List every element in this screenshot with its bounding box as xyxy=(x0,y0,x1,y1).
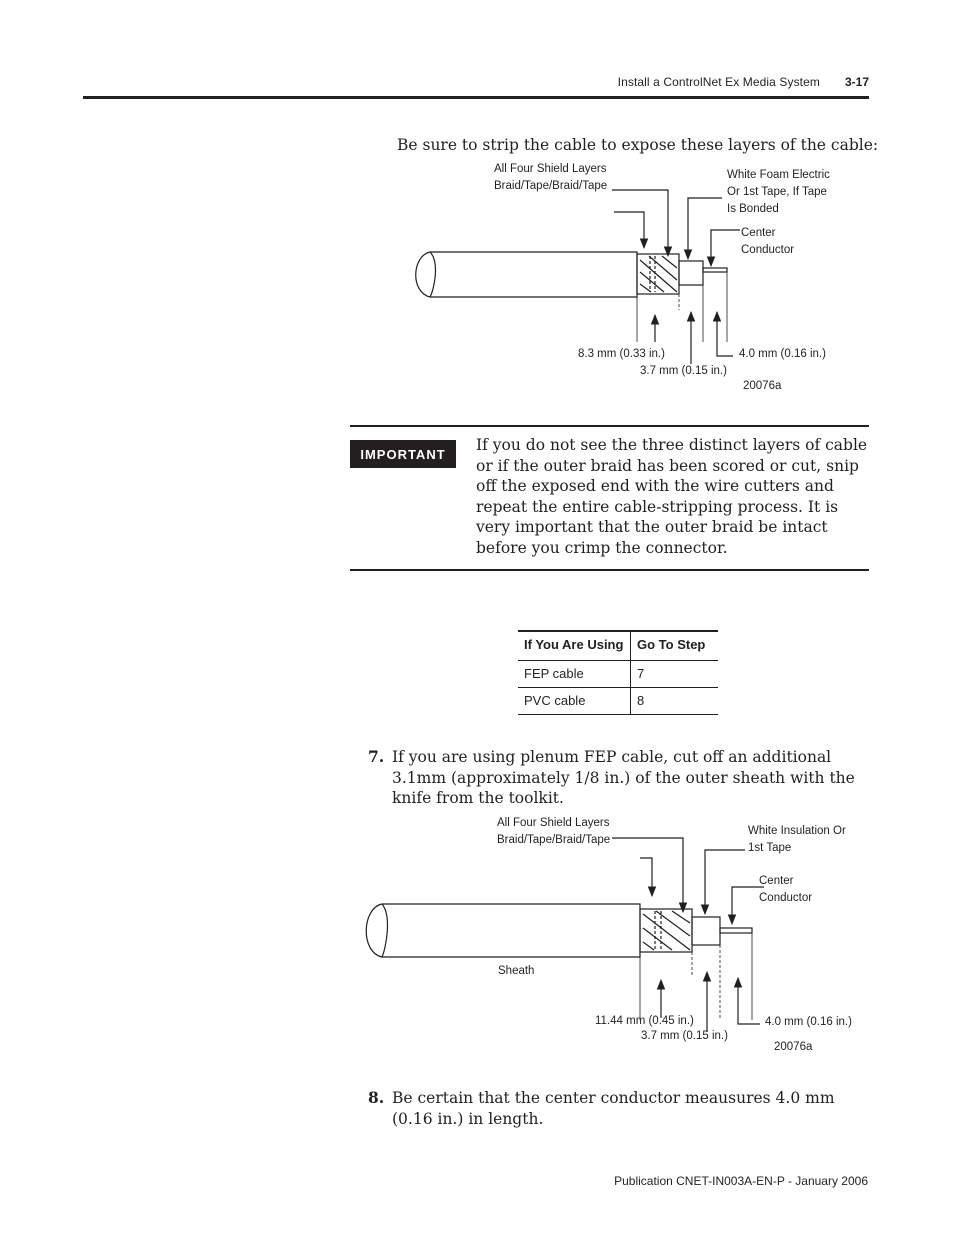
fig1-dim-8-3mm: 8.3 mm (0.33 in.) xyxy=(578,348,665,360)
fig2-sheath-label: Sheath xyxy=(498,965,535,977)
intro-paragraph: Be sure to strip the cable to expose these layers of the cable: xyxy=(397,136,879,154)
step-7-number: 7. xyxy=(368,747,385,766)
table-row xyxy=(518,661,718,688)
table-cell: PVC cable xyxy=(518,688,631,715)
fig2-shield-layers-label: All Four Shield Layers Braid/Tape/Braid/Tape xyxy=(497,817,611,846)
fig2-dim-4-0mm: 4.0 mm (0.16 in.) xyxy=(765,1016,852,1028)
fig2-center-conductor-label: Center Conductor xyxy=(759,875,813,904)
fig1-white-foam-label: White Foam Electric Or 1st Tape, If Tape Is Bonded xyxy=(727,169,830,215)
table-header-cell: Go To Step xyxy=(631,631,719,661)
table-header-row xyxy=(518,631,718,661)
fig1-center-conductor-label: Center Conductor xyxy=(741,227,795,256)
fig2-white-insulation-label: White Insulation Or 1st Tape xyxy=(748,825,846,854)
table-row xyxy=(518,688,718,715)
fig2-figure-id: 20076a xyxy=(774,1041,813,1053)
step-8 xyxy=(368,1088,868,1130)
table-cell: 7 xyxy=(631,661,719,688)
running-header-title: Install a ControlNet Ex Media System xyxy=(617,75,820,89)
fig1-dim-4-0mm: 4.0 mm (0.16 in.) xyxy=(739,348,826,360)
step-8-text: Be certain that the center conductor meausures 4.0 mm (0.16 in.) in length. xyxy=(392,1089,835,1128)
important-badge: IMPORTANT xyxy=(350,440,456,468)
step-8-number: 8. xyxy=(368,1088,385,1107)
step-7-text: If you are using plenum FEP cable, cut off an additional 3.1mm (approximately 1/8 in.) of the outer sheath with the knife from the toolkit. xyxy=(392,748,855,807)
page-number: 3-17 xyxy=(845,75,870,89)
fig2-dim-11-44mm: 11.44 mm (0.45 in.) xyxy=(595,1015,694,1027)
fig1-figure-id: 20076a xyxy=(743,380,782,392)
publication-footer: Publication CNET-IN003A-EN-P - January 2006 xyxy=(614,1174,868,1188)
important-top-rule xyxy=(350,425,869,427)
important-text: If you do not see the three distinct layers of cable or if the outer braid has been scored or cut, snip off the exposed end with the wire cutters and repeat the entire cable-stripping process. It is very important that the outer braid be intact before you crimp the connector. xyxy=(476,436,868,557)
fig1-dim-3-7mm: 3.7 mm (0.15 in.) xyxy=(640,365,727,377)
fig2-dim-3-7mm: 3.7 mm (0.15 in.) xyxy=(641,1030,728,1042)
step-7 xyxy=(368,747,868,809)
table-header-cell: If You Are Using xyxy=(518,631,631,661)
table-cell: 8 xyxy=(631,688,719,715)
step-selection-table xyxy=(518,630,718,715)
important-bottom-rule xyxy=(350,569,869,571)
table-cell: FEP cable xyxy=(518,661,631,688)
fig1-shield-layers-label: All Four Shield Layers Braid/Tape/Braid/Tape xyxy=(494,163,608,192)
